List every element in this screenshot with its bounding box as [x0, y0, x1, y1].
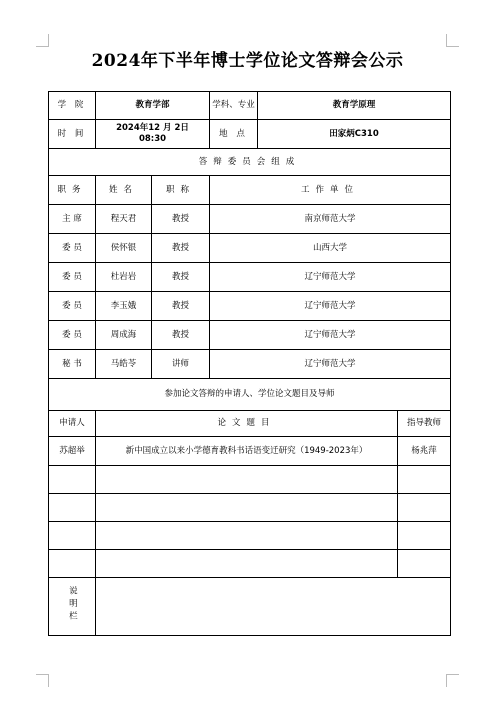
member-unit: 辽宁师范大学	[210, 263, 451, 292]
time-clock: 08:30	[138, 134, 167, 144]
time-value	[96, 120, 210, 149]
advisor-name	[398, 494, 451, 522]
defense-row	[49, 522, 451, 550]
page-corner-mark	[446, 674, 459, 687]
member-title: 讲师	[152, 350, 210, 379]
thesis-topic	[96, 466, 398, 494]
defense-row	[49, 466, 451, 494]
member-title: 教授	[152, 205, 210, 234]
page-corner-mark	[36, 674, 49, 687]
member-role: 委 员	[49, 292, 96, 321]
announcement-table	[48, 91, 451, 636]
member-unit: 辽宁师范大学	[210, 292, 451, 321]
header-role: 职务	[49, 176, 96, 205]
header-unit: 工作单位	[210, 176, 451, 205]
committee-row	[49, 205, 451, 234]
member-name: 李玉娥	[96, 292, 152, 321]
advisor-name	[398, 550, 451, 578]
member-unit: 辽宁师范大学	[210, 350, 451, 379]
header-topic: 论文题目	[96, 411, 398, 437]
member-role: 委 员	[49, 321, 96, 350]
defense-row	[49, 494, 451, 522]
member-title: 教授	[152, 321, 210, 350]
member-name: 程天君	[96, 205, 152, 234]
document-title: 2024年下半年博士学位论文答辩会公示	[91, 51, 404, 71]
committee-row	[49, 350, 451, 379]
advisor-name	[398, 522, 451, 550]
thesis-topic	[96, 494, 398, 522]
header-applicant: 申请人	[49, 411, 96, 437]
member-name: 马皓苓	[96, 350, 152, 379]
member-title: 教授	[152, 234, 210, 263]
applicant-name	[49, 466, 96, 494]
notes-label: 说明栏	[67, 585, 78, 624]
notes-label-cell	[49, 578, 96, 636]
place-label: 地 点	[210, 120, 258, 149]
defense-row	[49, 550, 451, 578]
applicant-name: 苏超举	[49, 437, 96, 466]
header-name: 姓名	[96, 176, 152, 205]
college-label: 学 院	[49, 92, 96, 120]
info-row-college	[49, 92, 451, 120]
committee-header-row	[49, 176, 451, 205]
member-unit: 南京师范大学	[210, 205, 451, 234]
notes-row	[49, 578, 451, 636]
member-name: 侯怀银	[96, 234, 152, 263]
committee-row	[49, 263, 451, 292]
committee-heading-row	[49, 149, 451, 176]
advisor-name	[398, 466, 451, 494]
member-role: 委 员	[49, 263, 96, 292]
header-title: 职称	[152, 176, 210, 205]
thesis-topic	[96, 550, 398, 578]
applicant-name	[49, 522, 96, 550]
time-date: 2024年12 月 2日	[116, 123, 189, 134]
committee-row	[49, 321, 451, 350]
defense-heading-row	[49, 379, 451, 411]
committee-row	[49, 292, 451, 321]
applicant-name	[49, 550, 96, 578]
major-value: 教育学原理	[258, 92, 451, 120]
member-unit: 辽宁师范大学	[210, 321, 451, 350]
major-label: 学科、专业	[210, 92, 258, 120]
defense-heading: 参加论文答辩的申请人、学位论文题目及导师	[49, 379, 451, 411]
advisor-name: 杨兆萍	[398, 437, 451, 466]
member-role: 委 员	[49, 234, 96, 263]
committee-heading: 答辩委员会组成	[49, 149, 451, 176]
member-title: 教授	[152, 292, 210, 321]
header-advisor: 指导教师	[398, 411, 451, 437]
defense-row	[49, 437, 451, 466]
member-name: 杜岩岩	[96, 263, 152, 292]
time-label: 时 间	[49, 120, 96, 149]
member-role: 秘 书	[49, 350, 96, 379]
committee-row	[49, 234, 451, 263]
member-unit: 山西大学	[210, 234, 451, 263]
notes-content	[96, 578, 451, 636]
member-title: 教授	[152, 263, 210, 292]
thesis-topic	[96, 522, 398, 550]
member-role: 主 席	[49, 205, 96, 234]
applicant-name	[49, 494, 96, 522]
place-value: 田家炳C310	[258, 120, 451, 149]
college-value: 教育学部	[96, 92, 210, 120]
member-name: 周成海	[96, 321, 152, 350]
thesis-topic: 新中国成立以来小学德育教科书话语变迁研究（1949-2023年）	[96, 437, 398, 466]
info-row-time	[49, 120, 451, 149]
defense-header-row	[49, 411, 451, 437]
